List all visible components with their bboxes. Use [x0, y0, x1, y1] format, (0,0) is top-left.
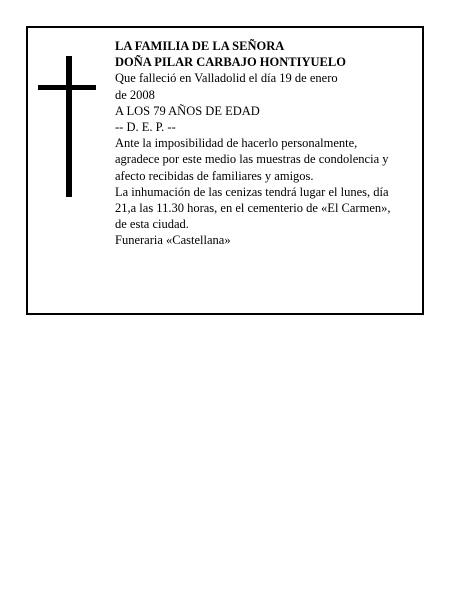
burial-line-3: de esta ciudad.	[115, 217, 189, 232]
funeral-home: Funeraria «Castellana»	[115, 233, 231, 248]
family-heading: LA FAMILIA DE LA SEÑORA	[115, 39, 285, 53]
rip-line: -- D. E. P. --	[115, 120, 176, 135]
cross-icon-bar	[38, 85, 96, 90]
death-place-date: Que falleció en Valladolid el día 19 de enero	[115, 71, 338, 86]
thanks-line-2: agradece por este medio las muestras de condolencia y	[115, 152, 389, 167]
cross-icon	[66, 56, 72, 197]
deceased-name: DOÑA PILAR CARBAJO HONTIYUELO	[115, 55, 346, 70]
thanks-line-3: afecto recibidas de familiares y amigos.	[115, 168, 314, 183]
thanks-line-1: Ante la imposibilidad de hacerlo personalmente,	[115, 136, 358, 151]
age-line: A LOS 79 AÑOS DE EDAD	[115, 103, 260, 118]
death-year: de 2008	[115, 87, 155, 102]
burial-line-2: 21,a las 11.30 horas, en el cementerio de «El Carmen»,	[115, 201, 391, 216]
notice-text	[115, 38, 420, 249]
burial-line-1: La inhumación de las cenizas tendrá lugar el lunes, día	[115, 184, 389, 199]
